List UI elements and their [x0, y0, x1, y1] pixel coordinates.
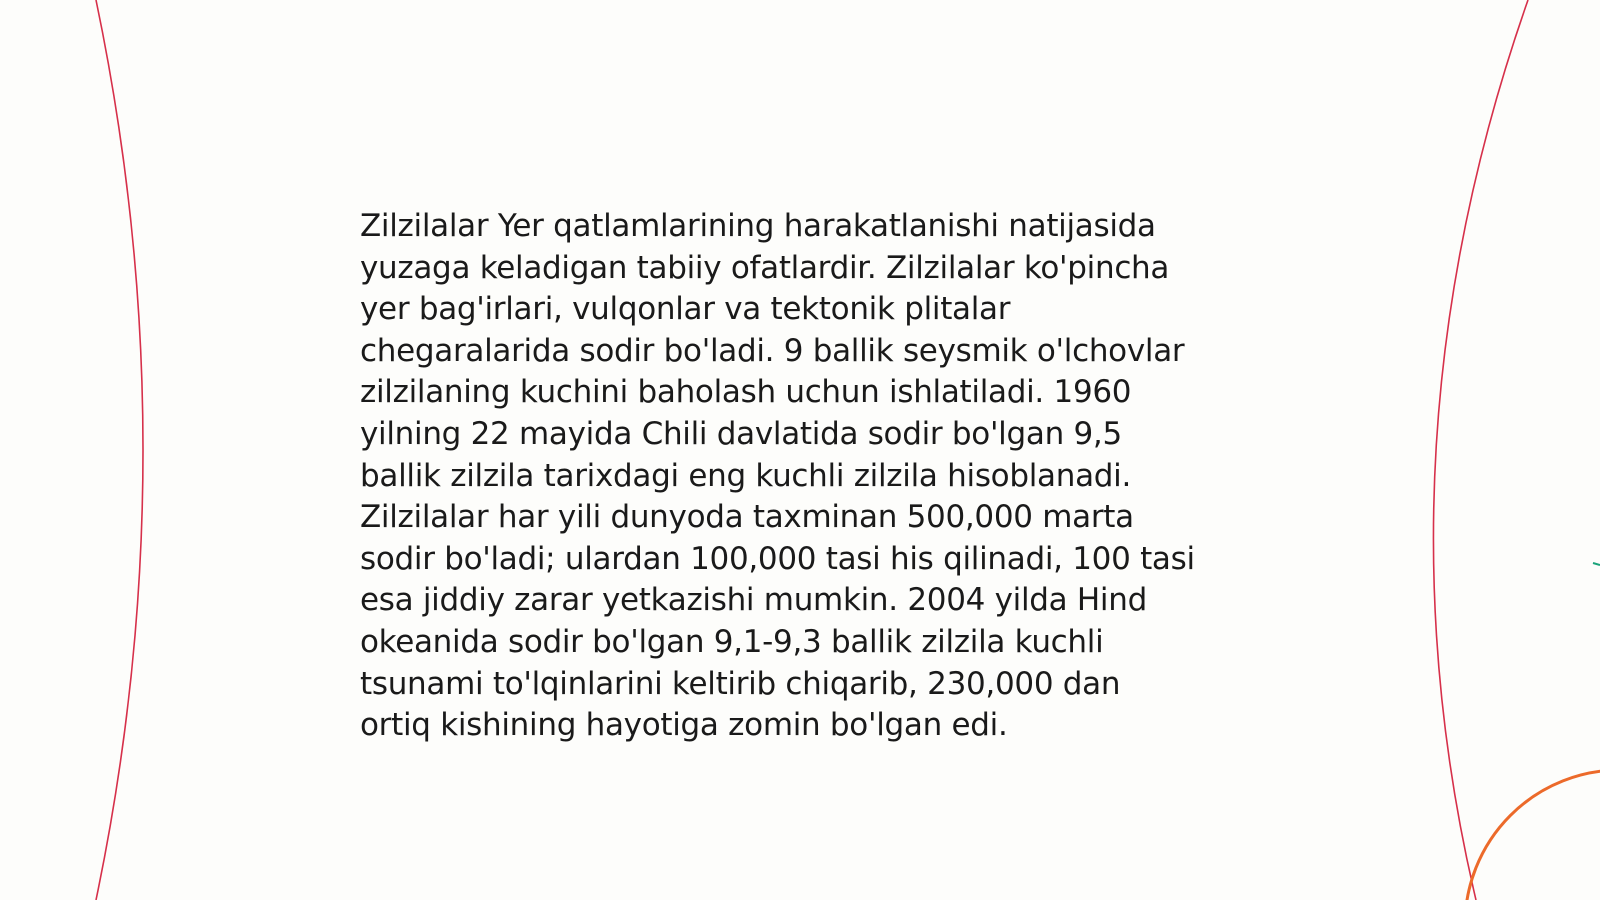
left-arc-decoration [96, 0, 143, 900]
body-paragraph: Zilzilalar Yer qatlamlarining harakatlanishi natijasida yuzaga keladigan tabiiy ofatlardir. Zilzilalar ko'pincha yer bag'irlari, vulqonlar va tektonik plitalar chegaralarida sodir bo'ladi. 9 ballik seysmik o'lchovlar zilzilaning kuchini baholash uchun ishlatiladi. 1960 yilning 22 mayida Chili davlatida sodir bo'lgan 9,5 ballik zilzila tarixdagi eng kuchli zilzila hisoblanadi. Zilzilalar har yili dunyoda taxminan 500,000 marta sodir bo'ladi; ulardan 100,000 tasi his qilinadi, 100 tasi esa jiddiy zarar yetkazishi mumkin. 2004 yilda Hind okeanida sodir bo'lgan 9,1-9,3 ballik zilzila kuchli tsunami to'lqinlarini keltirib chiqarib, 230,000 dan ortiq kishining hayotiga zomin bo'lgan edi. [360, 208, 1195, 744]
orange-circle-decoration [1465, 770, 1600, 900]
right-arc-decoration [1433, 0, 1528, 900]
teal-tick-decoration [1593, 563, 1600, 565]
